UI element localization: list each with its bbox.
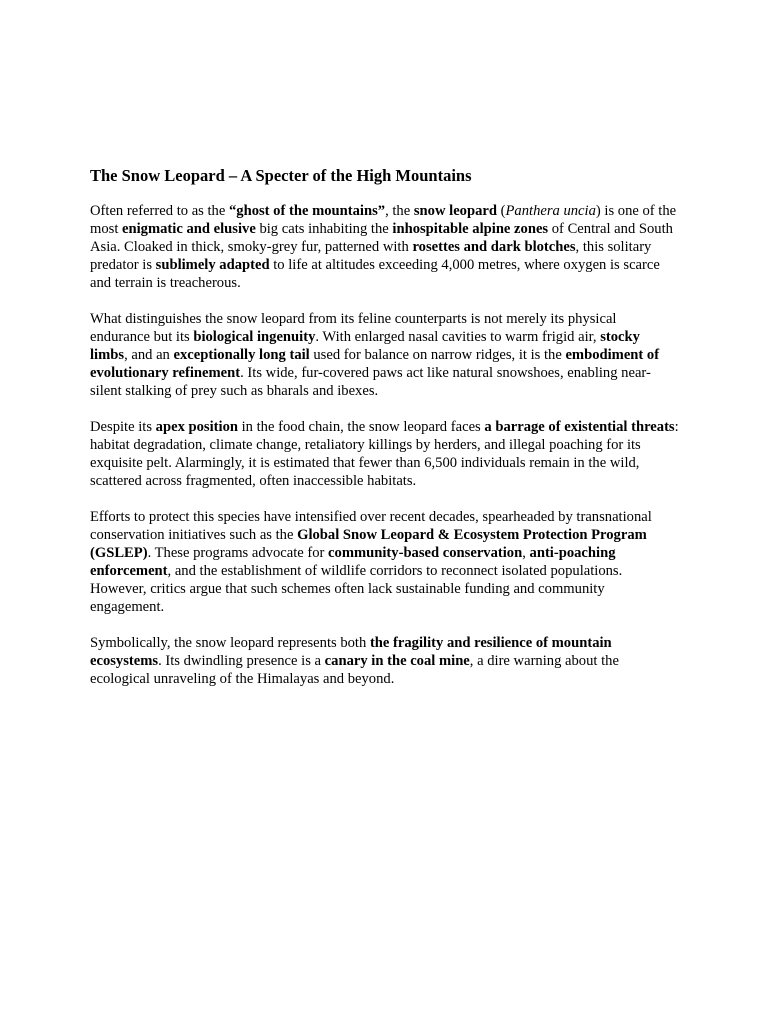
- text-run: used for balance on narrow ridges, it is the: [309, 347, 566, 363]
- bold-text-run: biological ingenuity: [193, 329, 316, 345]
- document-body: [90, 166, 680, 706]
- text-run: Symbolically, the snow leopard represents both: [90, 635, 370, 651]
- text-run: : habitat degradation, climate change, retaliatory killings by herders, and illegal poaching for its exquisite pelt. Alarmingly, it is estimated that fewer than 6,500 individuals remain in the wild, scattered across fragmented, often inaccessible habitats.: [90, 419, 679, 489]
- paragraph-intro: [90, 202, 680, 292]
- text-run: , and the establishment of wildlife corridors to reconnect isolated populations. However, critics argue that such schemes often lack sustainable funding and community engagement.: [90, 563, 623, 615]
- bold-text-run: apex position: [155, 419, 238, 435]
- text-run: in the food chain, the snow leopard faces: [237, 419, 485, 435]
- paragraph-list: [90, 202, 680, 688]
- text-run: Efforts to protect this species have intensified over recent decades, spearheaded by transnational conservation initiatives such as the: [90, 509, 652, 543]
- bold-text-run: embodiment of evolutionary refinement: [90, 347, 660, 381]
- text-run: ) is one of the most: [90, 203, 677, 237]
- bold-text-run: a barrage of existential threats: [484, 419, 675, 435]
- bold-text-run: sublimely adapted: [155, 257, 270, 273]
- bold-text-run: exceptionally long tail: [173, 347, 310, 363]
- paragraph-adaptations: [90, 310, 680, 400]
- text-run: . Its dwindling presence is a: [158, 653, 325, 669]
- text-run: What distinguishes the snow leopard from its feline counterparts is not merely its physical endurance but its: [90, 311, 617, 345]
- bold-text-run: “ghost of the mountains”: [228, 203, 386, 219]
- bold-text-run: Global Snow Leopard & Ecosystem Protection Program (GSLEP): [90, 527, 647, 561]
- bold-text-run: canary in the coal mine: [324, 653, 470, 669]
- bold-text-run: community-based conservation: [328, 545, 523, 561]
- text-run: to life at altitudes exceeding 4,000 metres, where oxygen is scarce and terrain is treacherous.: [90, 257, 660, 291]
- text-run: . Its wide, fur-covered paws act like natural snowshoes, enabling near-silent stalking of prey such as bharals and ibexes.: [90, 365, 651, 399]
- text-run: , a dire warning about the ecological unraveling of the Himalayas and beyond.: [90, 653, 619, 687]
- text-run: . These programs advocate for: [147, 545, 329, 561]
- bold-text-run: stocky limbs: [90, 329, 640, 363]
- bold-text-run: inhospitable alpine zones: [392, 221, 549, 237]
- text-run: (: [496, 203, 506, 219]
- text-run: , and an: [124, 347, 174, 363]
- bold-text-run: enigmatic and elusive: [122, 221, 256, 237]
- document-title: The Snow Leopard – A Specter of the High Mountains: [90, 166, 472, 185]
- text-run: , the: [385, 203, 414, 219]
- bold-text-run: rosettes and dark blotches: [412, 239, 576, 255]
- text-run: Often referred to as the: [90, 203, 229, 219]
- paragraph-symbolism: [90, 634, 680, 688]
- italic-text-run: Panthera uncia: [505, 203, 596, 219]
- bold-text-run: snow leopard: [413, 203, 497, 219]
- paragraph-threats: [90, 418, 680, 490]
- paragraph-conservation: [90, 508, 680, 616]
- text-run: big cats inhabiting the: [255, 221, 393, 237]
- text-run: ,: [522, 545, 530, 561]
- text-run: , this solitary predator is: [90, 239, 652, 273]
- bold-text-run: anti-poaching enforcement: [90, 545, 616, 579]
- text-run: Despite its: [90, 419, 156, 435]
- text-run: of Central and South Asia. Cloaked in thick, smoky-grey fur, patterned with: [90, 221, 673, 255]
- bold-text-run: the fragility and resilience of mountain ecosystems: [90, 635, 612, 669]
- text-run: . With enlarged nasal cavities to warm frigid air,: [315, 329, 601, 345]
